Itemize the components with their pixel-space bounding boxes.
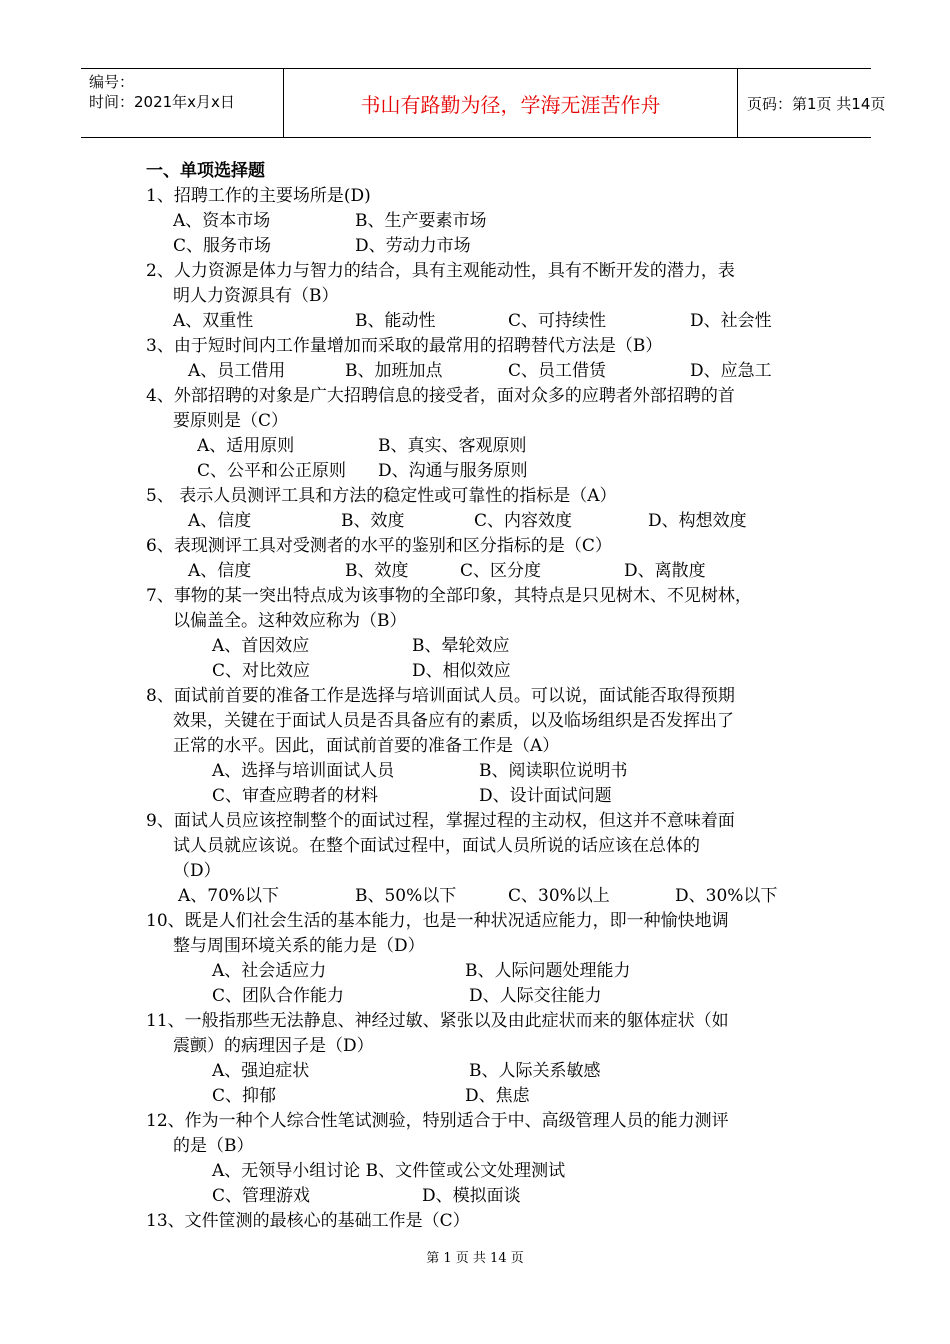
text-line: C、区分度 [460, 561, 542, 581]
text-line: 试人员就应该说。在整个面试过程中，面试人员所说的话应该在总体的 [173, 836, 700, 856]
text-line: D、30%以下 [675, 886, 778, 906]
text-line: C、公平和公正原则 [197, 461, 347, 481]
text-line: 2、人力资源是体力与智力的结合，具有主观能动性，具有不断开发的潜力，表 [146, 261, 735, 281]
text-line: （D） [173, 861, 221, 881]
text-line: 5、 表示人员测评工具和方法的稳定性或可靠性的指标是（A） [146, 486, 617, 506]
text-line: C、管理游戏 [212, 1186, 311, 1206]
text-line: B、效度 [345, 561, 409, 581]
text-line: B、加班加点 [345, 361, 443, 381]
text-line: D、应急工 [690, 361, 772, 381]
text-line: 整与周围环境关系的能力是（D） [173, 936, 425, 956]
text-line: B、真实、客观原则 [378, 436, 527, 456]
text-line: A、资本市场 [173, 211, 271, 231]
text-line: A、信度 [188, 561, 252, 581]
text-line: 9、面试人员应该控制整个的面试过程，掌握过程的主动权，但这并不意味着面 [146, 811, 735, 831]
text-line: A、社会适应力 [212, 961, 327, 981]
text-line: A、首因效应 [212, 636, 310, 656]
text-line: C、内容效度 [474, 511, 573, 531]
text-line: 10、既是人们社会生活的基本能力，也是一种状况适应能力，即一种愉快地调 [146, 911, 729, 931]
text-line: B、能动性 [355, 311, 436, 331]
text-line: A、强迫症状 [212, 1061, 310, 1081]
text-line: 6、表现测评工具对受测者的水平的鉴别和区分指标的是（C） [146, 536, 612, 556]
text-line: B、生产要素市场 [355, 211, 487, 231]
text-line: 要原则是（C） [173, 411, 289, 431]
header-page-number: 页码：第1页 共14页 [747, 94, 886, 113]
text-line: C、可持续性 [508, 311, 607, 331]
text-line: 的是（B） [173, 1136, 254, 1156]
text-line: B、人际问题处理能力 [465, 961, 631, 981]
text-line: 明人力资源具有（B） [173, 286, 339, 306]
text-line: 7、事物的某一突出特点成为该事物的全部印象，其特点是只见树木、不见树林， [146, 586, 752, 606]
text-line: B、人际关系敏感 [469, 1061, 601, 1081]
text-line: C、服务市场 [173, 236, 272, 256]
text-line: 13、文件筐测的最核心的基础工作是（C） [146, 1211, 470, 1231]
text-line: A、70%以下 [178, 886, 280, 906]
text-line: D、离散度 [624, 561, 706, 581]
section-title: 一、单项选择题 [146, 161, 265, 181]
text-line: B、晕轮效应 [412, 636, 510, 656]
text-line: 11、一般指那些无法静息、神经过敏、紧张以及由此症状而来的躯体症状（如 [146, 1011, 729, 1031]
text-line: A、信度 [188, 511, 252, 531]
text-line: 效果，关键在于面试人员是否具备应有的素质，以及临场组织是否发挥出了 [173, 711, 734, 731]
page-footer: 第 1 页 共 14 页 [426, 1251, 524, 1266]
text-line: B、效度 [341, 511, 405, 531]
text-line: B、阅读职位说明书 [479, 761, 628, 781]
text-line: C、审查应聘者的材料 [212, 786, 379, 806]
text-line: C、员工借赁 [508, 361, 607, 381]
text-line: D、人际交往能力 [469, 986, 602, 1006]
text-line: D、相似效应 [412, 661, 511, 681]
text-line: D、模拟面谈 [422, 1186, 521, 1206]
text-line: C、对比效应 [212, 661, 311, 681]
text-line: D、沟通与服务原则 [378, 461, 528, 481]
text-line: 4、外部招聘的对象是广大招聘信息的接受者，面对众多的应聘者外部招聘的首 [146, 386, 735, 406]
text-line: C、团队合作能力 [212, 986, 345, 1006]
header-motto: 书山有路勤为径，学海无涯苦作舟 [284, 69, 738, 137]
text-line: 正常的水平。因此，面试前首要的准备工作是（A） [173, 736, 560, 756]
text-line: A、选择与培训面试人员 [212, 761, 395, 781]
text-line: 1、招聘工作的主要场所是(D) [146, 186, 371, 206]
text-line: 3、由于短时间内工作量增加而采取的最常用的招聘替代方法是（B） [146, 336, 663, 356]
document-date-label: 时间：2021年x月x日 [89, 93, 235, 111]
text-line: 8、面试前首要的准备工作是选择与培训面试人员。可以说，面试能否取得预期 [146, 686, 735, 706]
document-number-label: 编号： [89, 73, 135, 91]
text-line: C、30%以上 [508, 886, 610, 906]
text-line: D、构想效度 [648, 511, 747, 531]
text-line: 以偏盖全。这种效应称为（B） [173, 611, 407, 631]
text-line: B、50%以下 [355, 886, 457, 906]
text-line: C、抑郁 [212, 1086, 277, 1106]
text-line: D、社会性 [690, 311, 772, 331]
text-line: 震颤）的病理因子是（D） [173, 1036, 374, 1056]
text-line: D、设计面试问题 [479, 786, 612, 806]
text-line: 12、作为一种个人综合性笔试测验，特别适合于中、高级管理人员的能力测评 [146, 1111, 729, 1131]
text-line: D、劳动力市场 [355, 236, 471, 256]
text-line: D、焦虑 [465, 1086, 530, 1106]
text-line: A、无领导小组讨论 B、文件筐或公文处理测试 [212, 1161, 566, 1181]
text-line: A、适用原则 [197, 436, 295, 456]
text-line: A、双重性 [173, 311, 254, 331]
text-line: A、员工借用 [188, 361, 286, 381]
